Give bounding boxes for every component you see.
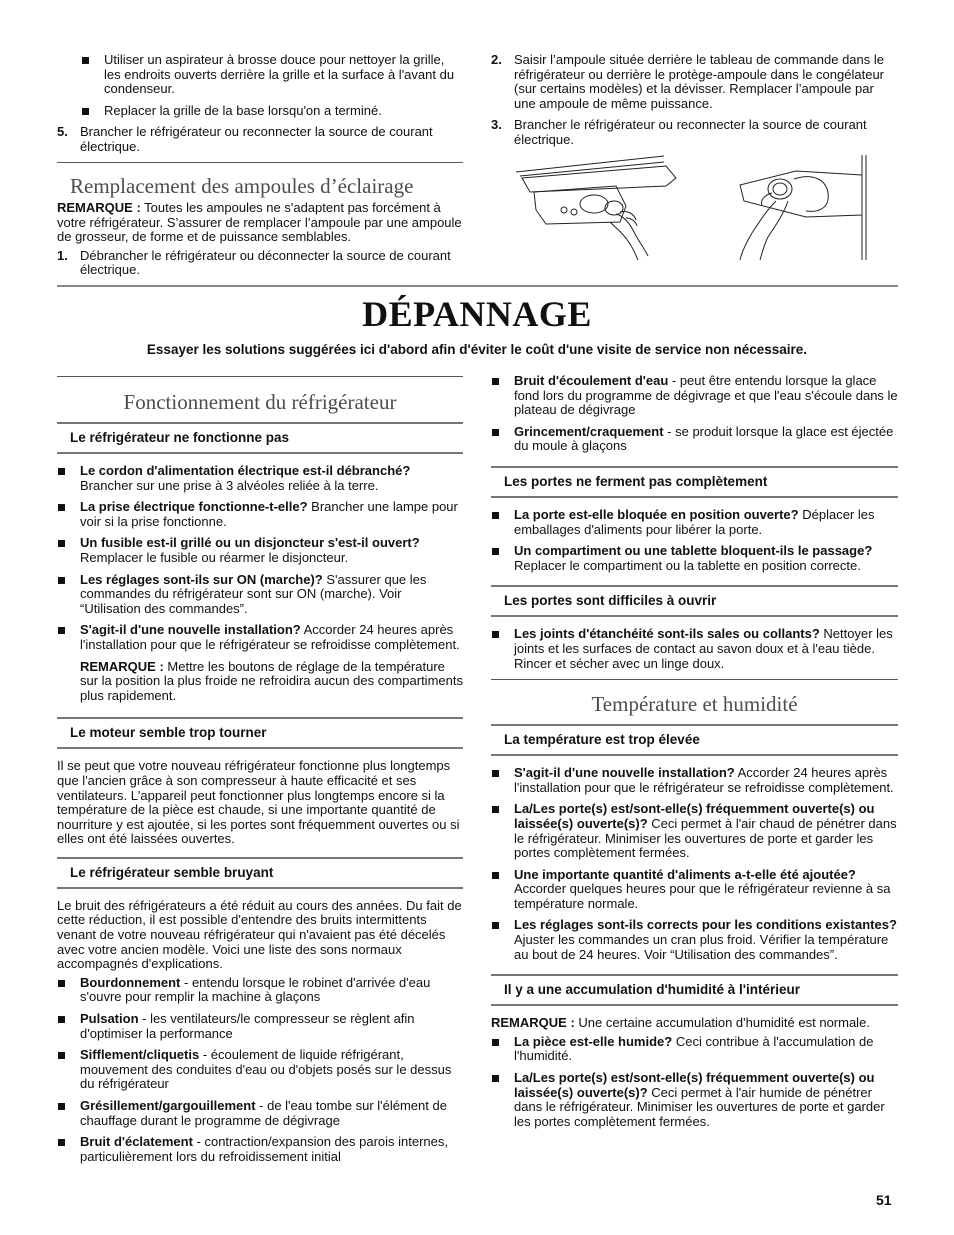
light-bulb-illustration-freezer [736, 155, 871, 260]
top-left-column [57, 53, 463, 162]
section-divider [491, 679, 898, 680]
list-item: Replacer la grille de la base lorsqu'on a terminé. [81, 104, 463, 119]
top-right-column [491, 53, 898, 155]
noise-list [57, 976, 463, 1165]
noise-list-continued [491, 374, 898, 454]
doors-not-closing-list [491, 508, 898, 573]
list-item: Bruit d'éclatement - contraction/expansion des parois internes, particulièrement lors du refroidissement initial [57, 1135, 463, 1164]
list-item: Sifflement/cliquetis - écoulement de liquide réfrigérant, mouvement des conduites d'eau ou d'objets posés sur le dessus du réfrigérateur [57, 1048, 463, 1092]
subheading-too-warm: La température est trop élevée [491, 724, 898, 756]
list-item: La/Les porte(s) est/sont-elle(s) fréquemment ouverte(s) ou laissée(s) ouverte(s)? Ceci permet à l'air humide de pénétrer dans le réfrigérateur. Minimiser les ouvertures de porte et garder les portes complètement fermées. [491, 1071, 898, 1129]
list-item: Pulsation - les ventilateurs/le compresseur se règlent afin d'optimiser la performance [57, 1012, 463, 1041]
page-number: 51 [876, 1192, 892, 1208]
list-item: 3. Brancher le réfrigérateur ou reconnecter la source de courant électrique. [491, 117, 867, 147]
troubleshooting-right-column [491, 374, 898, 1136]
subheading-doors-not-closing: Les portes ne ferment pas complètement [491, 466, 898, 498]
list-item: Un fusible est-il grillé ou un disjoncteur s'est-il ouvert? Remplacer le fusible ou réarmer le disjoncteur. [57, 536, 463, 565]
list-item: La/Les porte(s) est/sont-elle(s) fréquemment ouverte(s) ou laissée(s) ouverte(s)? Ceci permet à l'air chaud de pénétrer dans le réfrigérateur. Minimiser les ouvertures de porte et garder les portes complètement fermées. [491, 802, 898, 860]
subheading-motor-runs: Le moteur semble trop tourner [57, 717, 463, 749]
intro-text: Essayer les solutions suggérées ici d'abord afin d'éviter le coût d'une visite de service non nécessaire. [146, 342, 808, 357]
light-bulb-section [57, 174, 463, 285]
note: REMARQUE : Toutes les ampoules ne s'adaptent pas forcément à votre réfrigérateur. S’assurer de remplacer l’ampoule par une ampoule de grosseur, de forme et de puissance semblables. [57, 200, 462, 245]
not-working-list [57, 464, 463, 653]
steps-2-3 [491, 53, 898, 148]
list-item: Bourdonnement - entendu lorsque le robinet d'arrivée d'eau s'ouvre pour remplir la machine à glaçons [57, 976, 463, 1005]
list-item: Bruit d'écoulement d'eau - peut être entendu lorsque la glace fond lors du programme de dégivrage et que l'eau s'écoule dans le plateau de dégivrage [491, 374, 898, 418]
list-item: 1. Débrancher le réfrigérateur ou déconnecter la source de courant électrique. [57, 247, 451, 278]
list-item: La pièce est-elle humide? Ceci contribue à l'accumulation de l'humidité. [491, 1035, 898, 1064]
step-5 [57, 125, 463, 154]
subheading-noisy: Le réfrigérateur semble bruyant [57, 857, 463, 889]
light-bulb-illustration-control-panel [516, 152, 684, 260]
list-item: La prise électrique fonctionne-t-elle? Brancher une lampe pour voir si la prise fonctionne. [57, 500, 463, 529]
doors-hard-to-open-list [491, 627, 898, 671]
list-item: S'agit-il d'une nouvelle installation? Accorder 24 heures après l'installation pour que le réfrigérateur se refroidisse complètement. [57, 623, 463, 652]
troubleshooting-left-column [57, 390, 463, 1171]
list-item: Utiliser un aspirateur à brosse douce pour nettoyer la grille, les endroits ouverts derrière la grille et la surface à l'avant du condenseur. [81, 53, 463, 97]
list-item: Une importante quantité d'aliments a-t-elle été ajoutée? Accorder quelques heures pour que le réfrigérateur revienne à sa température normale. [491, 868, 898, 912]
section-divider [57, 162, 463, 163]
list-item: Les réglages sont-ils sur ON (marche)? S'assurer que les commandes du réfrigérateur sont sur ON (marche). Voir “Utilisation des commandes”. [57, 573, 463, 617]
subheading-not-working: Le réfrigérateur ne fonctionne pas [57, 422, 463, 454]
section-title-fonctionnement: Fonctionnement du réfrigérateur [123, 390, 397, 414]
list-item: S'agit-il d'une nouvelle installation? Accorder 24 heures après l'installation pour que le réfrigérateur se refroidisse complètement. [491, 766, 898, 795]
noise-paragraph: Le bruit des réfrigérateurs a été réduit au cours des années. Du fait de cette réduction, il est possible d'entendre des bruits intermittents venant de votre nouveau réfrigérateur qui n'avaient pas été décelés avec votre ancien modèle. Voici une liste des sons normaux accompagnés d'explications. [57, 897, 462, 972]
list-item: La porte est-elle bloquée en position ouverte? Déplacer les emballages d'aliments pour libérer la porte. [491, 508, 898, 537]
note: REMARQUE : Mettre les boutons de réglage de la température sur la position la plus froide ne refroidira aucun des compartiments plus rapidement. [80, 658, 463, 703]
page-divider [57, 285, 898, 287]
note: REMARQUE : Une certaine accumulation d'humidité est normale. [491, 1015, 870, 1031]
page-title: DÉPANNAGE [362, 294, 592, 334]
humidity-list [491, 1035, 898, 1130]
too-warm-list [491, 766, 898, 962]
motor-paragraph: Il se peut que votre nouveau réfrigérateur fonctionne plus longtemps que l'ancien grâce à son compresseur à haute efficacité et ses ventilateurs. L'appareil peut fonctionner plus longtemps encore si la température de la pièce est chaude, si une importante quantité de nourriture y est ajoutée, si les portes sont fréquemment ouvertes ou si elles ont été laissées ouvertes. [57, 758, 460, 847]
condenser-bullet-list [81, 53, 463, 118]
list-item: Un compartiment ou une tablette bloquent-ils le passage? Replacer le compartiment ou la tablette en position correcte. [491, 544, 898, 573]
list-item: Grésillement/gargouillement - de l'eau tombe sur l'élément de chauffage durant le programme de dégivrage [57, 1099, 463, 1128]
list-item: 5. Brancher le réfrigérateur ou reconnecter la source de courant électrique. [57, 124, 433, 154]
list-item: Les réglages sont-ils corrects pour les conditions existantes? Ajuster les commandes un cran plus froid. Vérifier la température au bout de 24 heures. Voir “Utilisation des commandes”. [491, 918, 898, 962]
section-title: Remplacement des ampoules d’éclairage [70, 174, 414, 198]
section-divider [57, 376, 463, 377]
subheading-doors-hard-to-open: Les portes sont difficiles à ouvrir [491, 585, 898, 617]
list-item: Le cordon d'alimentation électrique est-il débranché? Brancher sur une prise à 3 alvéoles reliée à la terre. [57, 464, 463, 493]
list-item: 2. Saisir l’ampoule située derrière le tableau de commande dans le réfrigérateur ou derrière le protège-ampoule dans le congélateur (sur certains modèles) et la dévisser. Remplacer l’ampoule par une ampoule de même puissance. [491, 52, 884, 111]
list-item: Grincement/craquement - se produit lorsque la glace est éjectée du moule à glaçons [491, 425, 898, 454]
step-1 [57, 249, 463, 278]
subheading-humidity: Il y a une accumulation d'humidité à l'intérieur [491, 974, 898, 1006]
section-title-temperature: Température et humidité [591, 692, 798, 717]
list-item: Les joints d'étanchéité sont-ils sales ou collants? Nettoyer les joints et les surfaces de contact au savon doux et à l'eau tiède. Rincer et sécher avec un linge doux. [491, 627, 898, 671]
